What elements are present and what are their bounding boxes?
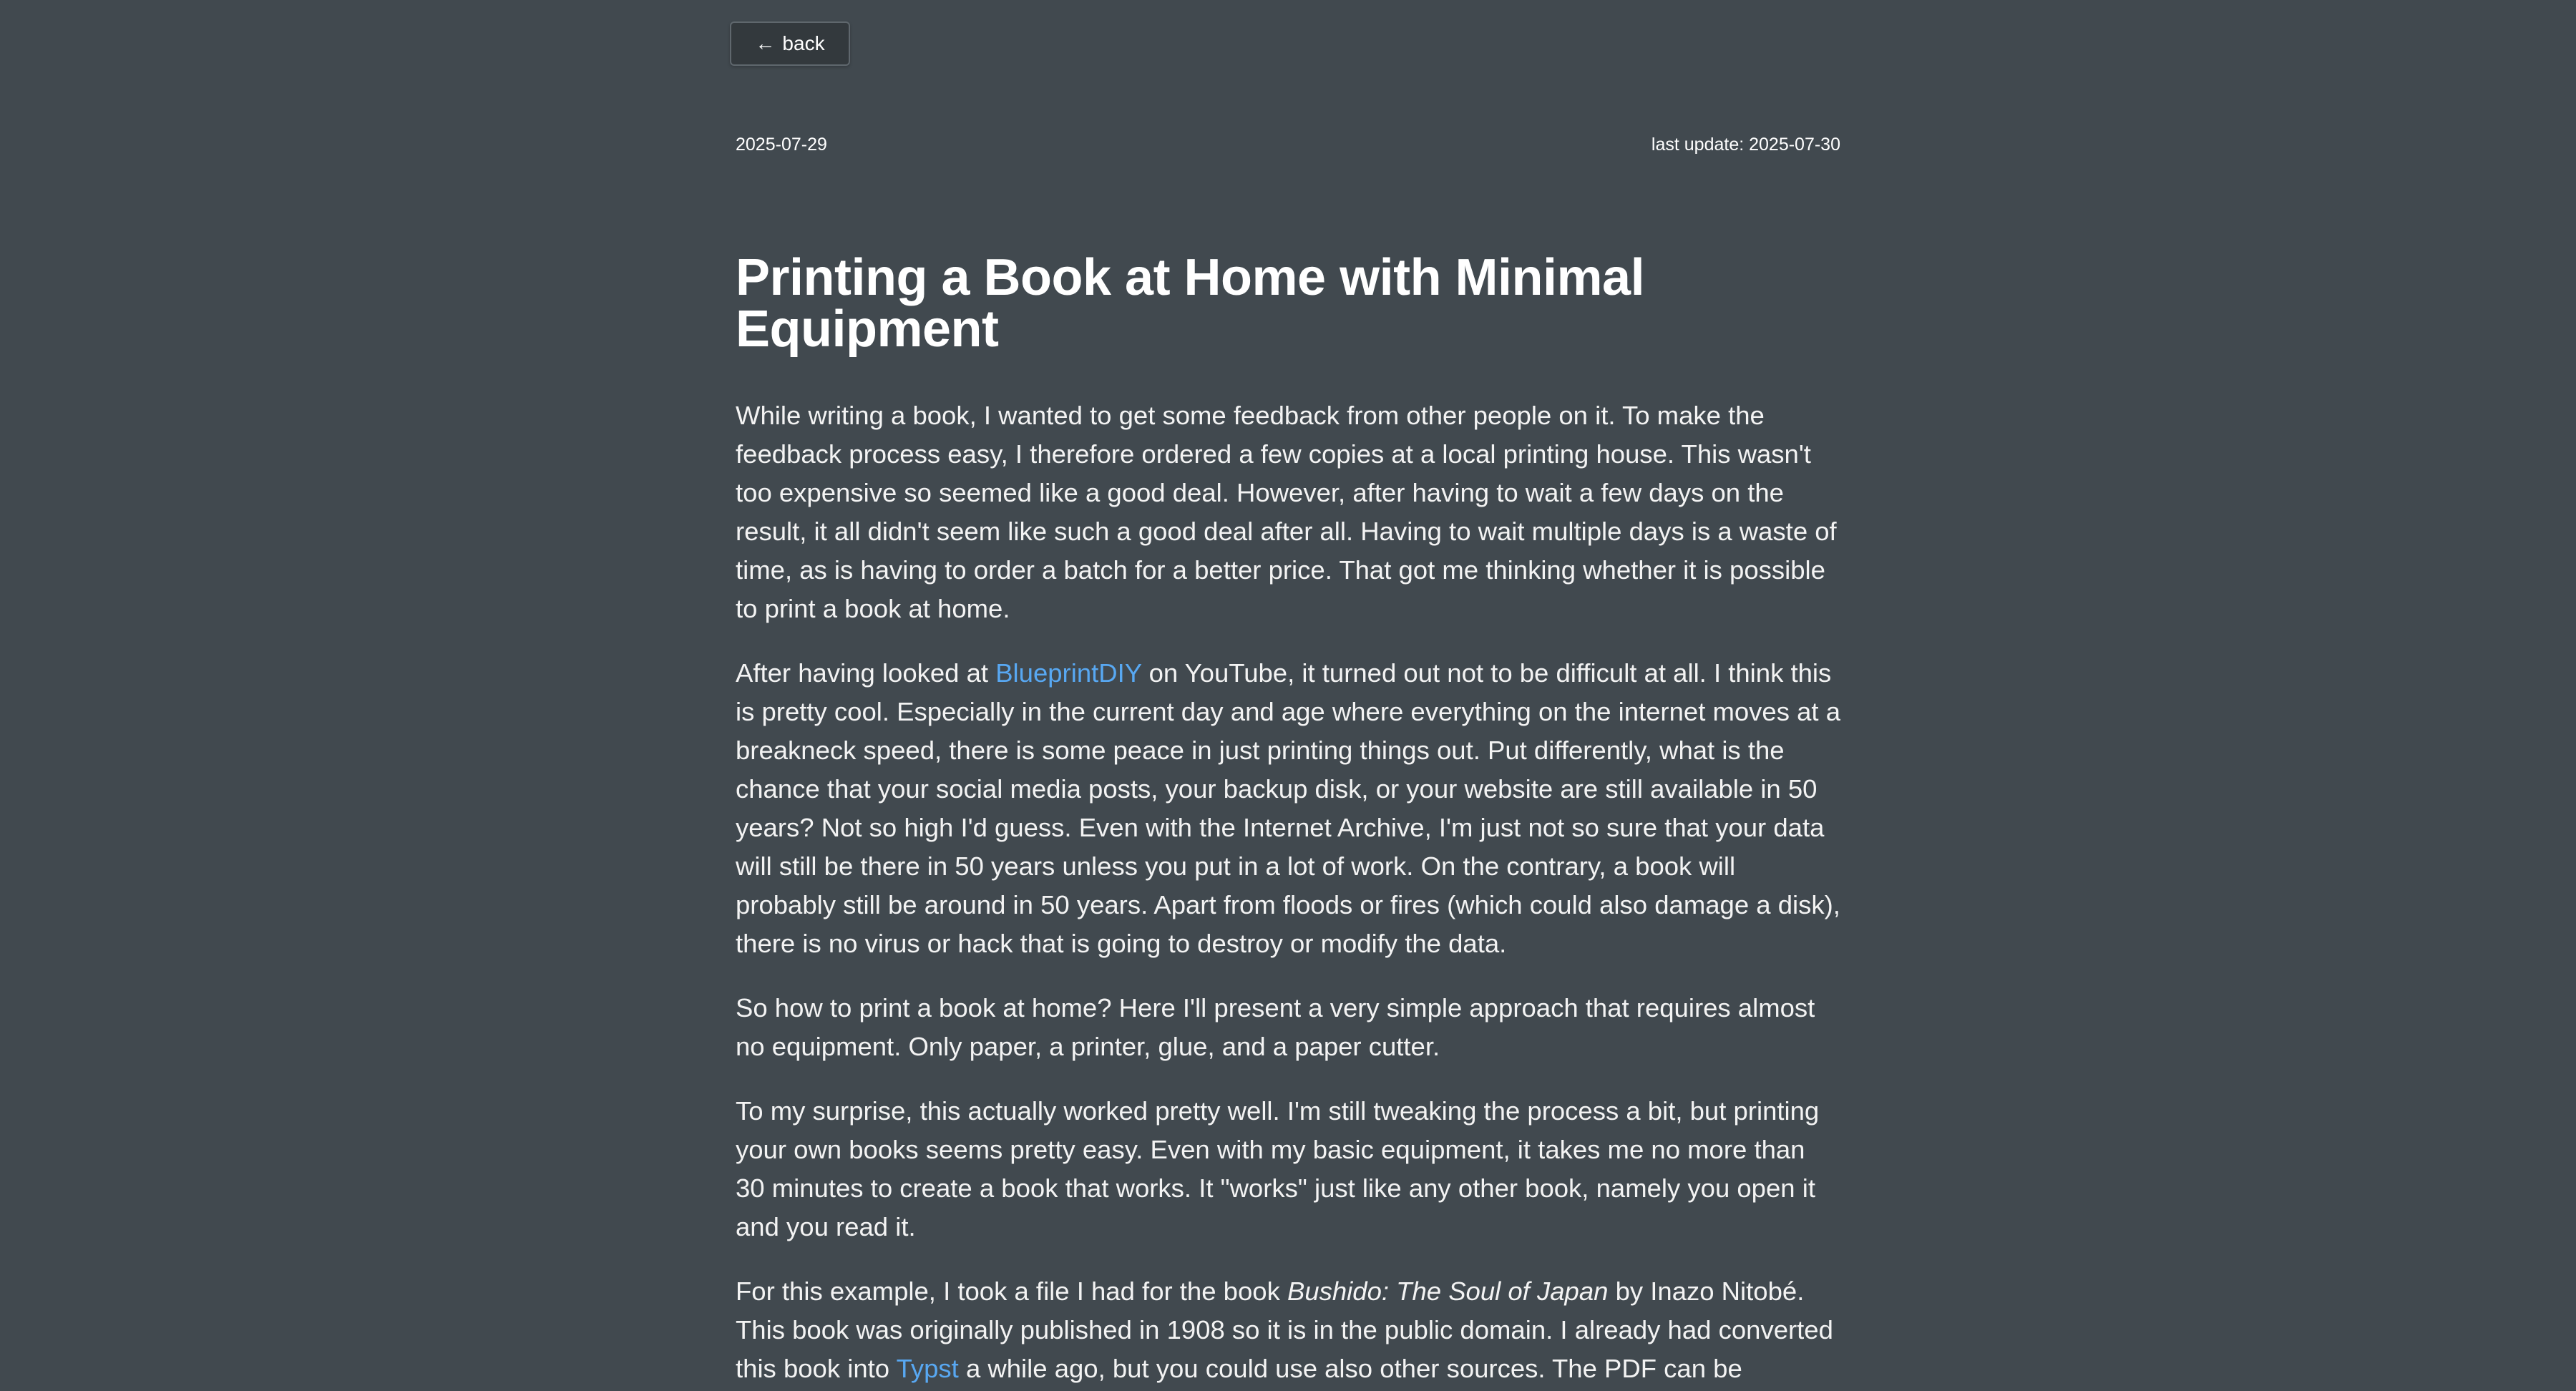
back-button[interactable] (730, 21, 850, 66)
typst-link[interactable]: Typst (896, 1354, 959, 1383)
paragraph-text: by Inazo Nitobé. This book was originally published in 1908 so it is in the public domain. I already had converted this book into (736, 1277, 1833, 1383)
paragraph-surprise: To my surprise, this actually worked pretty well. I'm still tweaking the process a bit, but printing your own books seems pretty easy. Even with my basic equipment, it takes me no more than 30 minutes to create a book that works. It "works" just like any other book, namely you open it and you read it. (736, 1096, 1820, 1241)
paragraph-text: After having looked at (736, 658, 996, 688)
paragraph-blueprintdiy (736, 654, 1840, 963)
paragraph-text: on YouTube, it turned out not to be difficult at all. I think this is pretty cool. Especially in the current day and age where everything on the internet moves at a breakneck speed, there is some peace in just printing things out. Put differently, what is the chance that your social media posts, your backup disk, or your website are still available in 50 years? Not so high I'd guess. Even with the Internet Archive, I'm just not so sure that your data will still be there in 50 years unless you put in a lot of work. On the contrary, a book will probably still be around in 50 years. Apart from floods or fires (which could also damage a disk), there is no virus or hack that is going to destroy or modify the data. (736, 658, 1840, 958)
article-body (736, 396, 1840, 1391)
paragraph-example (736, 1272, 1840, 1388)
paragraph-intro: While writing a book, I wanted to get some feedback from other people on it. To make the feedback process easy, I therefore ordered a few copies at a local printing house. This wasn't too expensive so seemed like a good deal. However, after having to wait a few days on the result, it all didn't seem like such a good deal after all. Having to wait multiple days is a waste of time, as is having to order a batch for a better price. That got me thinking whether it is possible to print a book at home. (736, 401, 1837, 623)
paragraph-text: a while ago, but you could use also other sources. The PDF can be (958, 1354, 1742, 1383)
blueprintdiy-link[interactable]: BlueprintDIY (995, 658, 1142, 688)
page-title: Printing a Book at Home with Minimal Equipment (736, 249, 1645, 358)
published-date: 2025-07-29 (736, 135, 827, 155)
last-update-date: last update: 2025-07-30 (1651, 135, 1840, 155)
post-meta (736, 135, 1840, 155)
arrow-left-icon: ← (755, 32, 776, 54)
paragraph-how-to: So how to print a book at home? Here I'll present a very simple approach that requires almost no equipment. Only paper, a printer, glue, and a paper cutter. (736, 993, 1815, 1061)
back-button-label: back (782, 32, 825, 54)
book-title: Bushido: The Soul of Japan (1287, 1277, 1609, 1306)
paragraph-text: For this example, I took a file I had for the book (736, 1277, 1287, 1306)
